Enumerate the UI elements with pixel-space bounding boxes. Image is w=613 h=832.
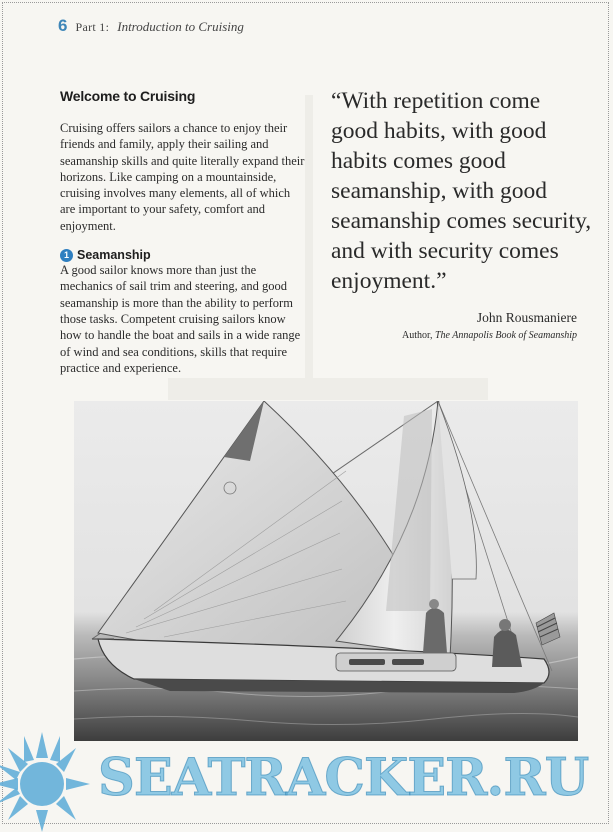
step-number-badge: 1 [60, 249, 73, 262]
quote-author: John Rousmaniere [476, 310, 577, 325]
sun-burst-icon [0, 732, 94, 832]
part-title: Introduction to Cruising [117, 19, 244, 34]
sailboat-photo [74, 401, 578, 741]
main-column [60, 88, 305, 376]
intro-paragraph: Cruising offers sailors a chance to enjoy their friends and family, apply their sailing and seamanship skills and quite literally expand their horizons. Like camping on a mountainside, cruising involves many elements, all of which are important to your safety, comfort and enjoyment. [60, 121, 305, 233]
section-heading: Welcome to Cruising [60, 88, 196, 104]
bleed-through-shade [305, 95, 313, 395]
quote-text: “With repetition come good habits, with good habits comes good seamanship, with good seamanship comes security, and with security comes enjoyment.” [331, 88, 592, 294]
quote-attribution [331, 330, 577, 341]
watermark [0, 728, 613, 828]
subsection-title: Seamanship [77, 248, 151, 263]
subsection-heading [60, 248, 305, 262]
running-head [58, 16, 244, 36]
bleed-through-shade [168, 378, 488, 400]
sailboat-illustration [74, 401, 578, 741]
part-label: Part 1: [75, 20, 110, 34]
pull-quote [331, 86, 593, 341]
crew [492, 629, 522, 667]
watermark-text: SEATRACKER.RU [98, 748, 589, 808]
seamanship-paragraph: A good sailor knows more than just the mechanics of sail trim and steering, and good seamanship is more than the ability to perform those tasks. Competent cruising sailors know how to handle the boat and sails in a wide range of wind and sea conditions, skills that require practice and experience. [60, 263, 301, 375]
quote-role-prefix: Author, [402, 330, 433, 341]
page-number: 6 [58, 16, 68, 35]
quote-book-title: The Annapolis Book of Seamanship [434, 330, 577, 341]
